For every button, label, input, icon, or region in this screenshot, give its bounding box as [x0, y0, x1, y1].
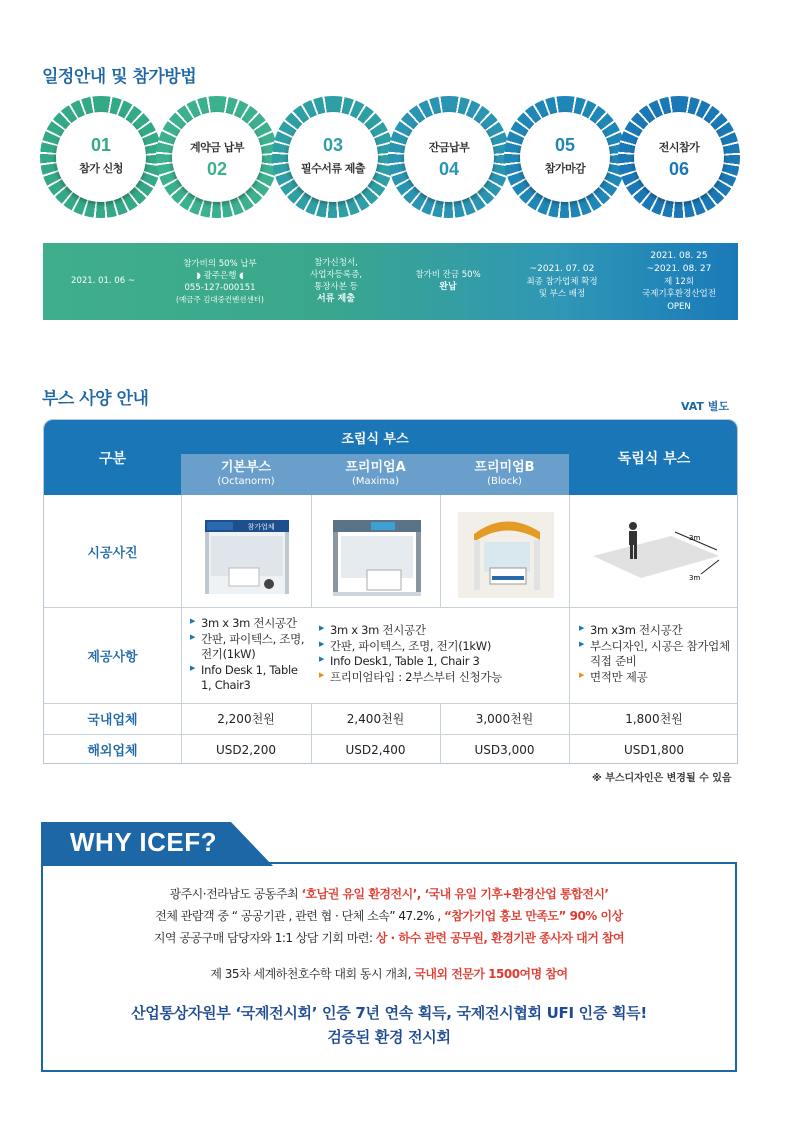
step-number: 04 — [438, 158, 460, 179]
timeline-cell — [281, 243, 391, 320]
timeline-text: 최종 참가업체 확정 — [526, 276, 598, 287]
timeline-text: (예금주 김대중컨벤션센터) — [176, 294, 264, 304]
step-label: 전시참가 — [658, 140, 700, 154]
offer-note: ▶ 면적만 제공 — [579, 670, 734, 686]
step-circle — [56, 112, 146, 202]
why-line-1 — [43, 885, 735, 902]
why-highlight: 국내외 전문가 1500여명 참여 — [414, 967, 568, 981]
price-domestic-premium-a: 2,400천원 — [346, 712, 405, 726]
timeline-text: 제 12회 — [664, 277, 694, 288]
timeline-text: 참가비 잔금 50% — [415, 269, 481, 280]
why-line-3 — [43, 929, 735, 946]
header-type-premium-a — [311, 454, 440, 495]
dim-label: 3m — [689, 574, 701, 582]
timeline-text: 2021. 01. 06 ~ — [71, 276, 135, 287]
step-ring — [156, 96, 278, 218]
why-line-2 — [43, 907, 735, 924]
timeline-text: 사업자등록증, — [310, 269, 362, 280]
timeline-text: ~2021. 07. 02 — [529, 263, 595, 274]
step-circle — [404, 112, 494, 202]
step-label: 필수서류 제출 — [300, 161, 366, 175]
offer-item: ▶ 3m x 3m 전시공간 — [190, 616, 308, 632]
why-line-5: 산업통상자원부 ‘국제전시회’ 인증 7년 연속 획득, 국제전시협회 UFI 인증 획득! — [131, 1004, 647, 1022]
offer-list-premium — [319, 623, 564, 685]
offer-item: ▶ Info Desk 1, Table 1, Chair3 — [190, 663, 308, 694]
timeline-cell — [393, 243, 503, 320]
row-label-photo: 시공사진 — [87, 545, 138, 561]
step-label: 참가마감 — [544, 161, 586, 175]
booth-photo-premium-a — [327, 506, 427, 598]
step-number: 06 — [668, 158, 690, 179]
timeline-text: 055-127-000151 — [184, 283, 256, 294]
timeline-bold: 완납 — [439, 282, 457, 293]
header-type-premium-b — [440, 454, 569, 495]
price-domestic-premium-b: 3,000천원 — [475, 712, 534, 726]
booth-photo-premium-b — [454, 504, 558, 600]
step-ring — [272, 96, 394, 218]
type-name: 프리미엄B — [474, 460, 535, 476]
timeline-text: ◗ 광주은행 ◖ — [196, 270, 244, 281]
step-number: 02 — [206, 158, 228, 179]
step-number: 01 — [90, 134, 112, 155]
grid-line — [311, 495, 312, 607]
timeline-text: 참가신청서, — [314, 257, 358, 268]
step-ring — [504, 96, 626, 218]
step-ring — [388, 96, 510, 218]
type-name: 기본부스 — [220, 460, 272, 476]
price-overseas-basic: USD2,200 — [216, 742, 276, 757]
timeline-text: 2021. 08. 25 — [650, 250, 708, 261]
booth-title: 부스 사양 안내 — [42, 389, 149, 409]
why-line-6: 검증된 환경 전시회 — [327, 1028, 451, 1046]
header-assembly: 조립식 부스 — [181, 420, 569, 454]
timeline-text: ~2021. 08. 27 — [646, 264, 712, 275]
price-overseas-independent: USD1,800 — [624, 742, 684, 757]
why-text: 전체 관람객 중 “ 공공기관 , 관련 협 · 단체 소속” 47.2% , — [155, 909, 444, 923]
type-en: (Maxima) — [351, 476, 400, 488]
timeline-text: 참가비의 50% 납부 — [183, 258, 257, 269]
why-line-4 — [43, 965, 735, 982]
process-steps — [40, 96, 740, 226]
step-label: 참가 신청 — [79, 161, 123, 175]
step-circle — [172, 112, 262, 202]
header-independent: 독립식 부스 — [569, 420, 738, 495]
step-label: 계약금 납부 — [190, 140, 244, 154]
step-number: 03 — [322, 134, 344, 155]
offer-note: ▶ 프리미엄타입 : 2부스부터 신청가능 — [319, 670, 564, 686]
timeline-cell — [161, 243, 279, 320]
offer-item: ▶ 3m x3m 전시공간 — [579, 623, 734, 639]
why-text: 광주시·전라남도 공동주최 — [169, 887, 302, 901]
design-change-note: ※ 부스디자인은 변경될 수 있음 — [592, 773, 732, 784]
timeline-cell — [43, 243, 163, 320]
step-circle — [634, 112, 724, 202]
price-overseas-premium-b: USD3,000 — [474, 742, 535, 757]
grid-line — [440, 495, 441, 607]
why-highlight: ‘호남권 유일 환경전시’, ‘국내 유일 기후+환경산업 통합전시’ — [301, 887, 609, 901]
dim-label: 3m — [689, 534, 701, 542]
offer-list-independent — [579, 623, 734, 685]
price-overseas-premium-a: USD2,400 — [345, 742, 406, 757]
booth-spec-table — [43, 419, 738, 764]
offer-item: ▶ 3m x 3m 전시공간 — [319, 623, 564, 639]
offer-item: ▶ 간판, 파이텍스, 조명, 전기(1kW) — [190, 632, 308, 663]
booth-photo-independent — [589, 508, 724, 598]
step-number: 05 — [554, 134, 576, 155]
why-highlight: “참가기업 홍보 만족도” 90% 이상 — [443, 909, 623, 923]
step-ring — [40, 96, 162, 218]
offer-item: ▶ Info Desk1, Table 1, Chair 3 — [319, 654, 564, 670]
offer-item: ▶ 간판, 파이텍스, 조명, 전기(1kW) — [319, 639, 564, 655]
type-name: 프리미엄A — [345, 460, 406, 476]
timeline-text: 및 부스 배정 — [538, 289, 586, 300]
timeline-bold: 서류 제출 — [317, 294, 355, 305]
timeline-cell — [505, 243, 619, 320]
row-label-offer: 제공사항 — [87, 649, 138, 665]
timeline-text: 통장사본 등 — [314, 282, 358, 293]
timeline-cell — [621, 243, 737, 320]
why-text: 제 35차 세계하천호수학 대회 동시 개최, — [210, 967, 415, 981]
step-ring — [618, 96, 740, 218]
why-highlight: 상 · 하수 관련 공무원, 환경기관 종사자 대거 참여 — [375, 931, 625, 945]
timeline-text: 국제기후환경산업전 — [642, 289, 716, 300]
type-en: (Octanorm) — [217, 476, 275, 488]
vat-note: VAT 별도 — [681, 400, 730, 413]
timeline-text: OPEN — [667, 301, 691, 312]
row-label-overseas: 해외업체 — [87, 744, 138, 759]
booth-photo-basic — [197, 506, 297, 598]
why-icef-box — [41, 862, 737, 1072]
step-circle — [288, 112, 378, 202]
why-icef-title: WHY ICEF? — [70, 827, 218, 857]
header-category: 구분 — [44, 420, 181, 495]
offer-item: ▶ 부스디자인, 시공은 참가업체 직접 준비 — [579, 639, 734, 670]
step-label: 잔금납부 — [428, 140, 470, 154]
header-type-basic — [181, 454, 311, 495]
why-text: 지역 공공구매 담당자와 1:1 상담 기회 마련: — [153, 931, 376, 945]
type-en: (Block) — [487, 476, 522, 488]
row-label-domestic: 국내업체 — [87, 713, 138, 728]
booth-sign-text: 참가업체 — [247, 523, 275, 531]
offer-list-basic — [190, 616, 308, 694]
price-domestic-independent: 1,800천원 — [625, 712, 683, 726]
price-domestic-basic: 2,200천원 — [217, 712, 275, 726]
step-circle — [520, 112, 610, 202]
schedule-timeline — [43, 243, 738, 320]
schedule-title: 일정안내 및 참가방법 — [42, 67, 197, 87]
